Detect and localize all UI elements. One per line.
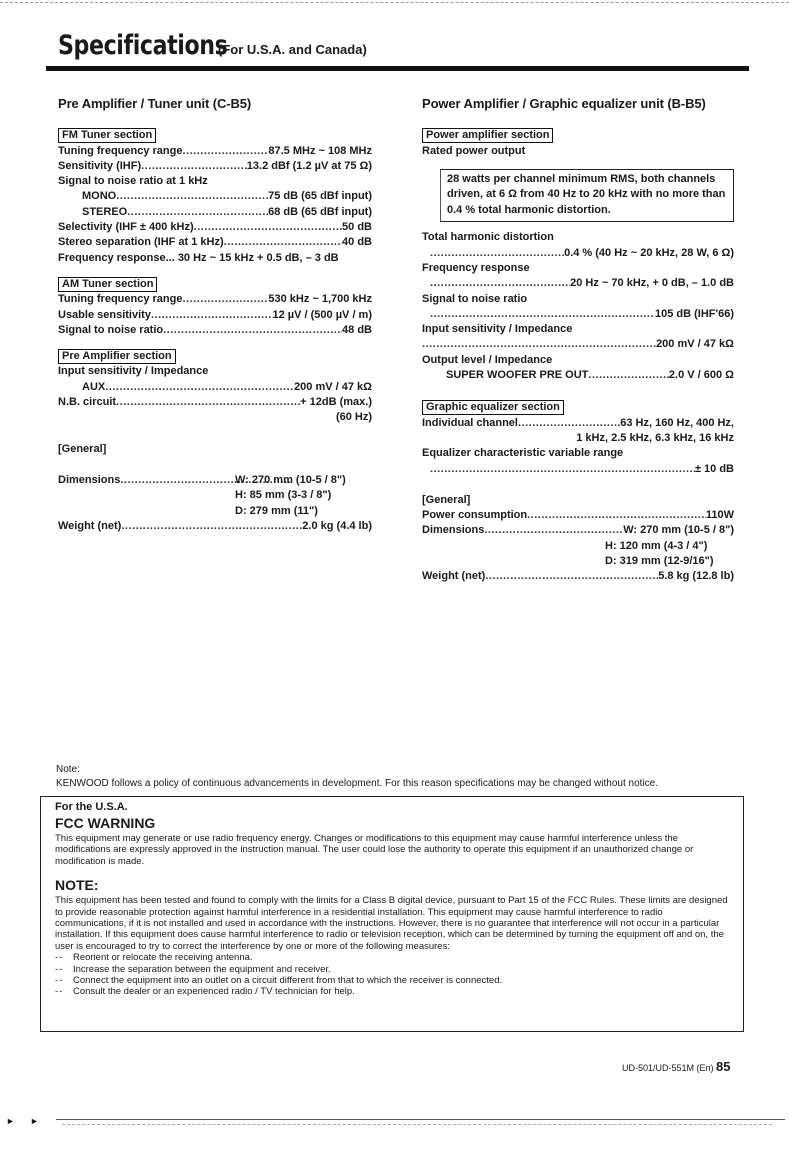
fcc-title: FCC WARNING xyxy=(55,815,156,831)
spec-label: Power consumption xyxy=(422,509,528,522)
spec-label: Usable sensitivity xyxy=(58,308,151,321)
fcc-measures-list xyxy=(55,952,743,998)
spec-label: MONO xyxy=(82,190,117,203)
fcc-note-text: This equipment has been tested and found to comply with the limits for a Class B digital device, pursuant to Part 15 of the FCC Rules. These limits are designed to provide reasonable protection against harmful interference in a residential installation. This equipment may cause harmful interference to radio communications, if it is not installed and used in accordance with the instructions. However, there is no guarantee that interference will not occur in a particular installation. If this equipment does cause harmful interference to radio or television reception, which can be determined by turning the equipment off and on, the user is encouraged to try to correct the interference by one or more of the following measures: xyxy=(55,895,728,952)
spec-row xyxy=(58,159,372,174)
fcc-warning-box xyxy=(40,796,744,1032)
spec-value: 68 dB (65 dBf input) xyxy=(268,205,372,218)
spec-value: D: 279 mm (11") xyxy=(235,504,318,517)
spec-label: Rated power output xyxy=(422,144,526,157)
spec-value: H: 85 mm (3-3 / 8") xyxy=(235,489,332,502)
spec-value: 50 dB xyxy=(342,221,372,234)
spec-row xyxy=(58,205,372,220)
spec-row xyxy=(58,292,372,307)
spec-label: Weight (net) xyxy=(422,570,486,583)
spec-label: STEREO xyxy=(82,205,128,218)
spec-label: Input sensitivity / Impedance xyxy=(58,365,209,378)
top-dashed-border xyxy=(0,2,789,3)
spec-value: ± 10 dB xyxy=(694,462,734,475)
spec-value: W: 270 mm (10-5 / 8") xyxy=(623,524,734,537)
spec-row xyxy=(422,246,734,261)
rated-output-box: 28 watts per channel minimum RMS, both channels driven, at 6 Ω from 40 Hz to 20 kHz with no more than 0.4 % total harmonic distortion. xyxy=(440,169,734,223)
fcc-region: For the U.S.A. xyxy=(55,801,128,813)
spec-value: 1 kHz, 2.5 kHz, 6.3 kHz, 16 kHz xyxy=(576,431,734,444)
spec-row xyxy=(58,220,372,235)
spec-value: 200 mV / 47 kΩ xyxy=(656,338,734,351)
spec-label: Signal to noise ratio xyxy=(58,323,164,336)
spec-row xyxy=(422,523,734,538)
spec-value: 48 dB xyxy=(342,323,372,336)
spec-value: 87.5 MHz ~ 108 MHz xyxy=(268,144,372,157)
page-number: 85 xyxy=(716,1059,731,1074)
crop-mark-icon: ► xyxy=(6,1116,15,1126)
spec-value: W: 270 mm (10-5 / 8") xyxy=(235,473,346,486)
spec-row xyxy=(58,473,346,488)
spec-value: 5.8 kg (12.8 lb) xyxy=(658,570,734,583)
list-item: -- Consult the dealer or an experienced radio / TV technician for help. xyxy=(55,986,743,997)
page-title-row xyxy=(58,30,367,61)
bottom-rule xyxy=(56,1119,785,1120)
model-number: UD-501/UD-551M (En) xyxy=(622,1063,714,1073)
spec-value: 12 µV / (500 µV / m) xyxy=(272,308,372,321)
left-heading: Pre Amplifier / Tuner unit (C-B5) xyxy=(58,96,252,111)
spec-value: 2.0 kg (4.4 lb) xyxy=(302,519,372,532)
bottom-dashed-rule xyxy=(62,1124,772,1125)
spec-label: N.B. circuit xyxy=(58,396,117,409)
crop-mark-icon: ► xyxy=(30,1116,39,1126)
spec-row xyxy=(422,368,734,383)
title-rule xyxy=(46,66,749,71)
right-heading: Power Amplifier / Graphic equalizer unit (B-B5) xyxy=(422,96,706,111)
spec-row xyxy=(422,508,734,523)
spec-value: D: 319 mm (12-9/16") xyxy=(605,555,714,568)
fcc-warning-text: This equipment may generate or use radio frequency energy. Changes or modifications to this equipment may cause harmful interference unless the modifications are expressly approved in the instruction manual. The user could lose the authority to operate this equipment if an unauthorized change or modification is made. xyxy=(55,833,694,867)
spec-row xyxy=(58,235,372,250)
spec-label: Output level / Impedance xyxy=(422,353,553,366)
page-footer xyxy=(622,1059,731,1074)
spec-row: Frequency response... 30 Hz ~ 15 kHz + 0.5 dB, – 3 dB xyxy=(58,251,339,264)
spec-row xyxy=(58,189,372,204)
spec-value: + 12dB (max.) xyxy=(300,396,372,409)
spec-label: Tuning frequency range xyxy=(58,293,183,306)
spec-label: Weight (net) xyxy=(58,519,122,532)
spec-row xyxy=(58,519,372,534)
spec-label: Frequency response xyxy=(422,261,530,274)
spec-value: 2.0 V / 600 Ω xyxy=(668,369,734,382)
spec-label: Signal to noise ratio at 1 kHz xyxy=(58,175,208,188)
spec-row xyxy=(58,308,372,323)
spec-label: Total harmonic distortion xyxy=(422,231,554,244)
spec-value: (60 Hz) xyxy=(335,411,372,424)
list-item: -- Reorient or relocate the receiving antenna. xyxy=(55,952,743,963)
spec-row xyxy=(58,380,372,395)
fcc-note-title: NOTE: xyxy=(55,877,99,894)
spec-row xyxy=(422,569,734,584)
power-amplifier-section xyxy=(422,127,734,383)
spec-value: H: 120 mm (4-3 / 4") xyxy=(605,539,708,552)
left-column xyxy=(58,96,372,534)
spec-value: 13.2 dBf (1.2 µV at 75 Ω) xyxy=(246,159,372,172)
spec-label: Input sensitivity / Impedance xyxy=(422,323,573,336)
spec-value: 0.4 % (40 Hz ~ 20 kHz, 28 W, 6 Ω) xyxy=(564,246,734,259)
pre-amplifier-section xyxy=(58,348,372,425)
spec-label: AUX xyxy=(82,380,106,393)
spec-row xyxy=(422,276,734,291)
spec-label: Stereo separation (IHF at 1 kHz) xyxy=(58,236,224,249)
spec-row xyxy=(422,462,734,477)
spec-row xyxy=(422,307,734,322)
spec-label: Equalizer characteristic variable range xyxy=(422,447,624,460)
spec-label: Selectivity (IHF ± 400 kHz) xyxy=(58,221,194,234)
spec-value: 105 dB (IHF'66) xyxy=(654,307,734,320)
page-title: Specifications xyxy=(58,30,228,61)
list-item: -- Connect the equipment into an outlet on a circuit different from that to which the receiver is connected. xyxy=(55,975,743,986)
graphic-equalizer-section xyxy=(422,399,734,476)
general-label: [General] xyxy=(58,442,107,455)
spec-label: Dimensions xyxy=(422,524,485,537)
spec-label: Tuning frequency range xyxy=(58,144,183,157)
spec-value: 75 dB (65 dBf input) xyxy=(268,190,372,203)
spec-label: Signal to noise ratio xyxy=(422,292,528,305)
note-heading: Note: xyxy=(56,764,80,775)
spec-value: 20 Hz ~ 70 kHz, + 0 dB, – 1.0 dB xyxy=(570,277,734,290)
spec-value: 40 dB xyxy=(342,236,372,249)
right-column xyxy=(422,96,734,585)
spec-row xyxy=(422,416,734,431)
spec-row xyxy=(58,323,372,338)
general-label: [General] xyxy=(422,493,471,506)
spec-value: 200 mV / 47 kΩ xyxy=(294,380,372,393)
spec-label: SUPER WOOFER PRE OUT xyxy=(446,369,589,382)
spec-label: Dimensions xyxy=(58,473,121,486)
spec-value: 530 kHz ~ 1,700 kHz xyxy=(268,293,372,306)
spec-label: Individual channel xyxy=(422,416,518,429)
note-text: KENWOOD follows a policy of continuous advancements in development. For this reason specifications may be changed without notice. xyxy=(56,778,658,789)
spec-label: Sensitivity (IHF) xyxy=(58,159,142,172)
spec-value: 110W xyxy=(705,509,734,522)
power-section-label: Power amplifier section xyxy=(422,128,553,143)
page-subtitle: (For U.S.A. and Canada) xyxy=(218,42,367,57)
fm-tuner-section xyxy=(58,127,372,266)
spec-value: 63 Hz, 160 Hz, 400 Hz, xyxy=(620,416,734,429)
pre-section-label: Pre Amplifier section xyxy=(58,349,176,364)
am-section-label: AM Tuner section xyxy=(58,277,157,292)
spec-row xyxy=(58,144,372,159)
geq-section-label: Graphic equalizer section xyxy=(422,400,564,415)
spec-row xyxy=(58,395,372,410)
fm-section-label: FM Tuner section xyxy=(58,128,156,143)
list-item: -- Increase the separation between the equipment and receiver. xyxy=(55,964,743,975)
am-tuner-section xyxy=(58,276,372,338)
spec-row xyxy=(422,337,734,352)
